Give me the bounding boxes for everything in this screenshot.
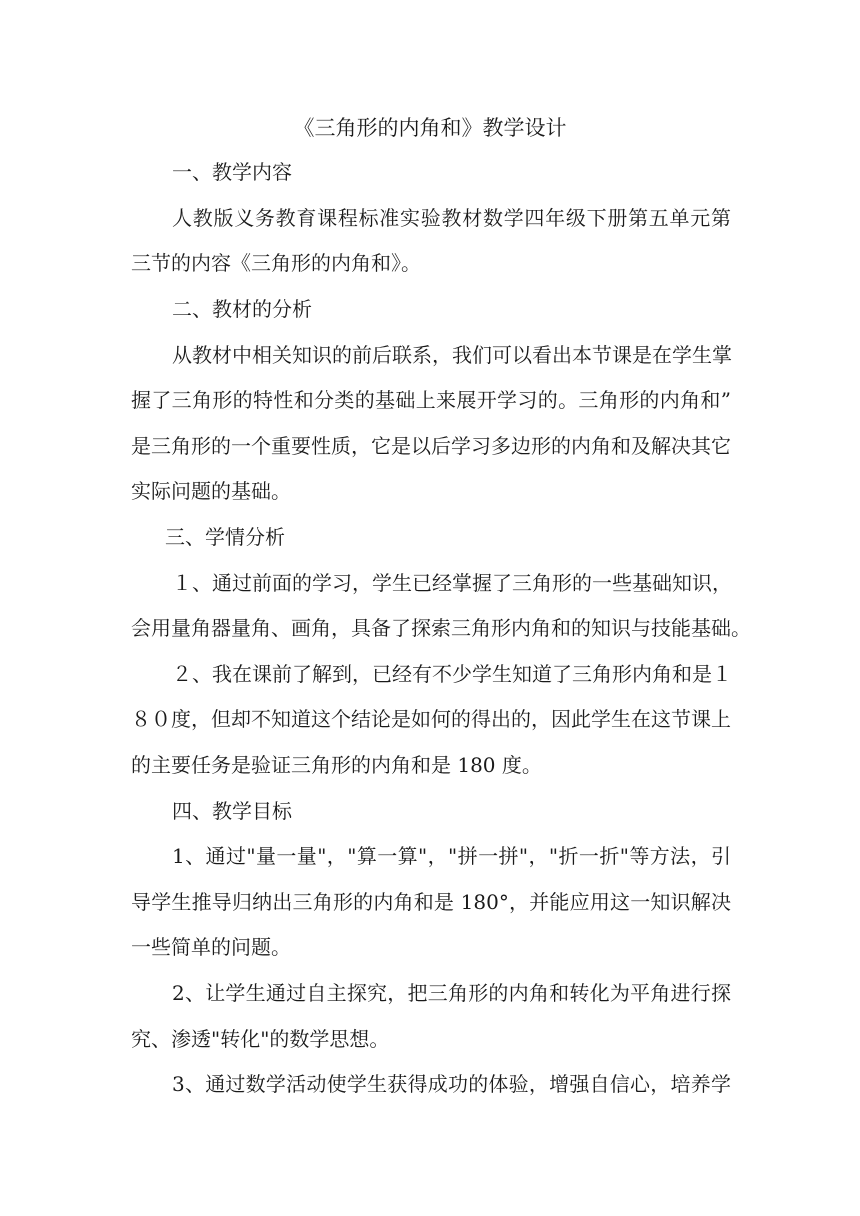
paragraph-line: 3、通过数学活动使学生获得成功的体验，增强自信心，培养学 [172, 1072, 731, 1096]
section-heading-student-analysis: 三、学情分析 [165, 525, 285, 549]
paragraph-line: 实际问题的基础。 [131, 479, 291, 503]
paragraph-line: 的主要任务是验证三角形的内角和是 180 度。 [131, 753, 542, 777]
paragraph-line: 2、让学生通过自主探究，把三角形的内角和转化为平角进行探 [172, 981, 731, 1005]
paragraph-line: 导学生推导归纳出三角形的内角和是 180°，并能应用这一知识解决 [131, 890, 731, 914]
section-heading-teaching-content: 一、教学内容 [172, 160, 292, 184]
paragraph-line: ８０度，但却不知道这个结论是如何的得出的，因此学生在这节课上 [131, 707, 731, 731]
paragraph-line: 握了三角形的特性和分类的基础上来展开学习的。三角形的内角和” [131, 388, 731, 412]
paragraph-line: １、通过前面的学习，学生已经掌握了三角形的一些基础知识， [172, 571, 732, 595]
section-heading-textbook-analysis: 二、教材的分析 [172, 297, 312, 321]
paragraph-line: 一些简单的问题。 [131, 935, 291, 959]
paragraph-line: 人教版义务教育课程标准实验教材数学四年级下册第五单元第 [172, 206, 731, 230]
section-heading-teaching-goals: 四、教学目标 [172, 799, 292, 823]
paragraph-line: 会用量角器量角、画角，具备了探索三角形内角和的知识与技能基础。 [131, 616, 751, 640]
paragraph-line: 从教材中相关知识的前后联系，我们可以看出本节课是在学生掌 [172, 343, 732, 367]
document-title: 《三角形的内角和》教学设计 [293, 116, 567, 140]
paragraph-line: 1、通过"量一量"，"算一算"，"拼一拼"，"折一折"等方法，引 [172, 844, 731, 868]
paragraph-line: 究、渗透"转化"的数学思想。 [131, 1027, 390, 1051]
paragraph-line: ２、我在课前了解到，已经有不少学生知道了三角形内角和是１ [172, 662, 732, 686]
paragraph-line: 是三角形的一个重要性质，它是以后学习多边形的内角和及解决其它 [131, 434, 731, 458]
paragraph-line: 三节的内容《三角形的内角和》。 [131, 251, 421, 275]
